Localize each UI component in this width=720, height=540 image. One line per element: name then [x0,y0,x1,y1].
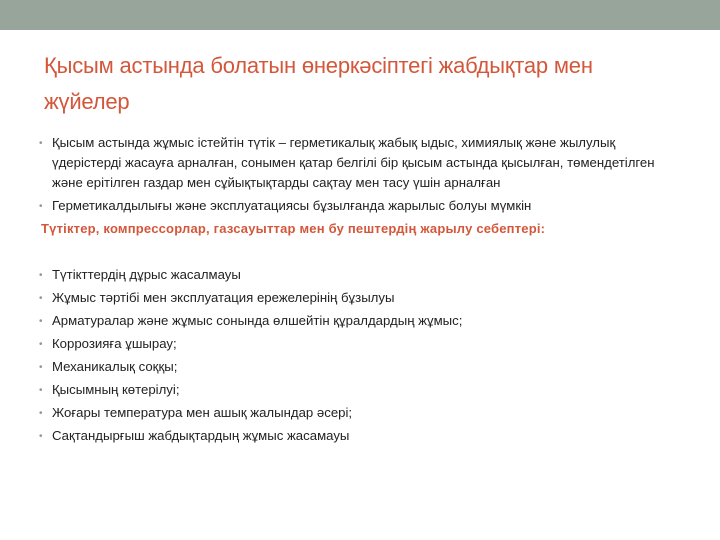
cause-item [38,266,688,284]
intro-text: Қысым астында жұмыс істейтін түтік – герметикалық жабық ыдыс, химиялық және жылулық үдерістерді жасауға арналған, сонымен қатар белгілі бір қысым астында қысылған, төмендетілген және ерітілген газдар мен сұйықтықтарды сақтау мен тасу үшін арналған [52,135,655,190]
slide-body [38,133,688,445]
intro-item [38,133,688,193]
cause-text: Сақтандырғыш жабдықтардың жұмыс жасамауы [52,428,350,443]
cause-text: Арматуралар және жұмыс сонында өлшейтін құралдардың жұмыс; [52,313,463,328]
bullet-icon: • [39,270,43,281]
cause-text: Қысымның көтерілуі; [52,382,180,397]
bullet-icon: • [39,431,43,442]
cause-item [38,381,688,399]
spacer [38,239,688,261]
cause-text: Жоғары температура мен ашық жалындар әсері; [52,405,353,420]
cause-item [38,335,688,353]
intro-text: Герметикалдылығы және эксплуатациясы бұзылғанда жарылыс болуы мүмкін [52,198,532,213]
cause-item [38,427,688,445]
cause-item [38,312,688,330]
header-band [0,0,720,30]
cause-item [38,404,688,422]
bullet-icon: • [39,339,43,350]
bullet-icon: • [39,201,43,212]
slide-title: Қысым астында болатын өнеркәсіптегі жабдықтар мен жүйелер [44,53,593,114]
intro-item [38,196,688,216]
cause-text: Түтікттердің дұрыс жасалмауы [52,267,241,282]
bullet-icon: • [39,408,43,419]
cause-text: Жұмыс тәртібі мен эксплуатация ережелерінің бұзылуы [52,290,395,305]
causes-subheading: Түтіктер, компрессорлар, газсауыттар мен бу пештердің жарылу себептері: [41,221,546,236]
bullet-icon: • [39,316,43,327]
bullet-icon: • [39,293,43,304]
cause-text: Коррозияға ұшырау; [52,336,177,351]
cause-text: Механикалық соққы; [52,359,178,374]
cause-item [38,358,688,376]
bullet-icon: • [39,362,43,373]
cause-item [38,289,688,307]
bullet-icon: • [39,385,43,396]
bullet-icon: • [39,138,43,149]
